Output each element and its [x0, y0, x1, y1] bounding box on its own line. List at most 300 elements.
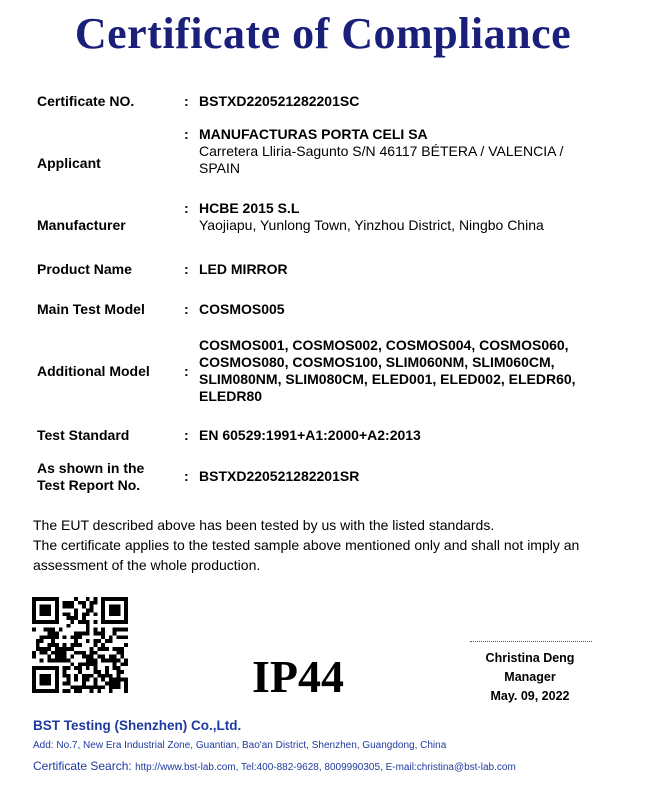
qr-module: [40, 605, 44, 609]
qr-module: [113, 612, 117, 616]
qr-module: [93, 628, 97, 632]
qr-module: [74, 643, 78, 647]
qr-module: [90, 658, 94, 662]
qr-module: [101, 632, 105, 636]
qr-module: [47, 597, 51, 601]
qr-module: [78, 620, 82, 624]
certificate-no-label: Certificate NO.: [37, 93, 135, 109]
qr-module: [67, 601, 71, 605]
qr-module: [113, 609, 117, 613]
qr-module: [101, 605, 105, 609]
qr-module: [86, 674, 90, 678]
qr-module: [67, 647, 71, 651]
qr-module: [55, 666, 59, 670]
qr-module: [32, 681, 36, 685]
qr-module: [120, 635, 124, 639]
qr-module: [101, 643, 105, 647]
manufacturer-value: [199, 200, 609, 234]
qr-module: [47, 612, 51, 616]
qr-module: [51, 658, 55, 662]
qr-module: [109, 639, 113, 643]
qr-module: [40, 635, 44, 639]
qr-module: [116, 647, 120, 651]
qr-module: [67, 674, 71, 678]
qr-module: [116, 651, 120, 655]
qr-module: [109, 685, 113, 689]
qr-module: [116, 666, 120, 670]
qr-module: [97, 670, 101, 674]
qr-module: [47, 674, 51, 678]
qr-module: [101, 620, 105, 624]
qr-module: [55, 597, 59, 601]
qr-module: [63, 635, 67, 639]
qr-module: [113, 678, 117, 682]
qr-module: [67, 624, 71, 628]
qr-module: [116, 628, 120, 632]
qr-module: [32, 666, 36, 670]
qr-module: [40, 639, 44, 643]
qr-module: [105, 681, 109, 685]
qr-module: [113, 620, 117, 624]
qr-module: [90, 609, 94, 613]
qr-module: [44, 597, 48, 601]
qr-module: [124, 658, 128, 662]
colon: :: [184, 427, 189, 443]
qr-module: [44, 628, 48, 632]
qr-module: [105, 647, 109, 651]
applicant-label: Applicant: [37, 155, 101, 171]
qr-module: [32, 674, 36, 678]
qr-module: [82, 674, 86, 678]
qr-module: [74, 616, 78, 620]
additional-model-value: COSMOS001, COSMOS002, COSMOS004, COSMOS060, COSMOS080, COSMOS100, SLIM060NM, SLIM060CM, SLIM080NM, SLIM080CM, ELED001, ELED002, ELEDR60, ELEDR80: [199, 337, 576, 404]
qr-module: [78, 635, 82, 639]
qr-module: [44, 651, 48, 655]
qr-module: [55, 620, 59, 624]
signatory-name: Christina Deng: [485, 651, 575, 665]
qr-module: [63, 612, 67, 616]
qr-module: [44, 674, 48, 678]
compliance-statement: [33, 515, 613, 575]
qr-module: [124, 689, 128, 693]
qr-module: [93, 643, 97, 647]
qr-module: [101, 674, 105, 678]
qr-module: [74, 635, 78, 639]
signatory-date: May. 09, 2022: [490, 689, 570, 703]
qr-module: [124, 678, 128, 682]
test-standard-label: Test Standard: [37, 427, 130, 443]
qr-module: [47, 689, 51, 693]
colon: :: [184, 363, 189, 379]
qr-module: [86, 655, 90, 659]
qr-module: [32, 597, 36, 601]
qr-module: [97, 689, 101, 693]
qr-module: [116, 674, 120, 678]
qr-module: [86, 612, 90, 616]
qr-module: [124, 616, 128, 620]
qr-module: [67, 681, 71, 685]
qr-module: [101, 685, 105, 689]
signature-line: [470, 641, 592, 642]
product-name-label: Product Name: [37, 261, 132, 277]
applicant-value: [199, 126, 609, 177]
qr-module: [90, 655, 94, 659]
qr-module: [36, 647, 40, 651]
qr-module: [82, 651, 86, 655]
qr-module: [82, 685, 86, 689]
qr-module: [55, 678, 59, 682]
qr-module: [113, 685, 117, 689]
qr-module: [105, 670, 109, 674]
qr-module: [82, 616, 86, 620]
qr-code-image: [32, 597, 128, 693]
qr-module: [109, 681, 113, 685]
qr-module: [82, 678, 86, 682]
qr-module: [105, 674, 109, 678]
qr-module: [32, 678, 36, 682]
qr-module: [124, 628, 128, 632]
qr-module: [32, 655, 36, 659]
qr-module: [67, 666, 71, 670]
qr-module: [47, 658, 51, 662]
qr-module: [47, 681, 51, 685]
qr-module: [70, 647, 74, 651]
qr-module: [82, 662, 86, 666]
search-label: Certificate Search:: [33, 759, 132, 773]
test-standard-value: EN 60529:1991+A1:2000+A2:2013: [199, 427, 421, 443]
qr-module: [124, 662, 128, 666]
qr-module: [63, 681, 67, 685]
qr-module: [97, 674, 101, 678]
qr-module: [40, 597, 44, 601]
qr-module: [101, 655, 105, 659]
qr-module: [113, 628, 117, 632]
qr-module: [40, 612, 44, 616]
qr-module: [47, 643, 51, 647]
qr-module: [109, 658, 113, 662]
qr-module: [74, 597, 78, 601]
qr-module: [40, 689, 44, 693]
qr-module: [63, 674, 67, 678]
qr-module: [47, 628, 51, 632]
qr-module: [90, 689, 94, 693]
colon: :: [184, 261, 189, 277]
qr-module: [78, 632, 82, 636]
qr-module: [47, 632, 51, 636]
qr-module: [90, 647, 94, 651]
qr-module: [109, 689, 113, 693]
qr-module: [101, 601, 105, 605]
qr-module: [32, 685, 36, 689]
qr-module: [97, 685, 101, 689]
qr-module: [109, 678, 113, 682]
qr-module: [51, 597, 55, 601]
qr-module: [44, 620, 48, 624]
qr-module: [44, 678, 48, 682]
qr-module: [47, 647, 51, 651]
qr-module: [51, 635, 55, 639]
footer-company: BST Testing (Shenzhen) Co.,Ltd.: [33, 718, 242, 733]
qr-module: [116, 685, 120, 689]
statement-line2: The certificate applies to the tested sample above mentioned only and shall not imply an assessment of the whole production.: [33, 537, 580, 573]
qr-module: [93, 639, 97, 643]
qr-module: [86, 609, 90, 613]
qr-module: [86, 685, 90, 689]
qr-module: [116, 620, 120, 624]
qr-module: [55, 685, 59, 689]
qr-module: [70, 601, 74, 605]
qr-module: [51, 639, 55, 643]
qr-module: [67, 678, 71, 682]
qr-module: [109, 655, 113, 659]
applicant-address: Carretera Lliria-Sagunto S/N 46117 BÉTERA / VALENCIA / SPAIN: [199, 143, 564, 176]
qr-module: [105, 620, 109, 624]
qr-module: [55, 670, 59, 674]
qr-module: [44, 647, 48, 651]
qr-module: [120, 655, 124, 659]
qr-module: [63, 666, 67, 670]
qr-module: [32, 605, 36, 609]
qr-module: [51, 632, 55, 636]
qr-module: [47, 655, 51, 659]
qr-module: [70, 643, 74, 647]
qr-module: [124, 597, 128, 601]
qr-module: [97, 655, 101, 659]
qr-module: [67, 616, 71, 620]
qr-module: [113, 666, 117, 670]
qr-module: [124, 601, 128, 605]
qr-module: [109, 674, 113, 678]
qr-module: [47, 620, 51, 624]
qr-module: [86, 628, 90, 632]
qr-module: [116, 609, 120, 613]
qr-module: [113, 681, 117, 685]
qr-module: [74, 651, 78, 655]
qr-module: [101, 635, 105, 639]
qr-module: [67, 658, 71, 662]
statement-line1: The EUT described above has been tested by us with the listed standards.: [33, 517, 495, 533]
qr-module: [93, 597, 97, 601]
qr-module: [113, 647, 117, 651]
test-report-label-line2: Test Report No.: [37, 477, 141, 493]
qr-module: [40, 651, 44, 655]
qr-module: [86, 639, 90, 643]
qr-module: [74, 612, 78, 616]
qr-module: [55, 658, 59, 662]
qr-module: [63, 601, 67, 605]
qr-module: [82, 655, 86, 659]
signatory-title: Manager: [504, 670, 556, 684]
qr-module: [93, 601, 97, 605]
qr-module: [101, 678, 105, 682]
qr-module: [86, 620, 90, 624]
qr-module: [113, 662, 117, 666]
qr-module: [78, 689, 82, 693]
qr-module: [44, 666, 48, 670]
qr-module: [101, 597, 105, 601]
qr-module: [55, 689, 59, 693]
qr-module: [70, 616, 74, 620]
qr-module: [74, 685, 78, 689]
qr-module: [97, 632, 101, 636]
qr-module: [51, 651, 55, 655]
qr-module: [120, 620, 124, 624]
qr-module: [86, 662, 90, 666]
qr-module: [93, 658, 97, 662]
test-report-label-line1: As shown in the: [37, 460, 145, 476]
qr-module: [82, 601, 86, 605]
qr-module: [55, 655, 59, 659]
qr-module: [124, 681, 128, 685]
qr-module: [55, 651, 59, 655]
qr-module: [40, 647, 44, 651]
qr-module: [36, 643, 40, 647]
qr-module: [59, 647, 63, 651]
qr-module: [82, 605, 86, 609]
qr-module: [36, 620, 40, 624]
qr-module: [93, 651, 97, 655]
qr-module: [78, 662, 82, 666]
qr-module: [109, 609, 113, 613]
qr-module: [82, 681, 86, 685]
qr-module: [120, 597, 124, 601]
qr-module: [44, 609, 48, 613]
qr-module: [120, 651, 124, 655]
qr-module: [32, 616, 36, 620]
qr-module: [101, 658, 105, 662]
qr-module: [40, 620, 44, 624]
qr-module: [55, 609, 59, 613]
qr-cells: [32, 597, 128, 693]
qr-module: [44, 681, 48, 685]
qr-module: [51, 689, 55, 693]
qr-module: [74, 632, 78, 636]
qr-module: [32, 670, 36, 674]
qr-module: [59, 658, 63, 662]
qr-module: [90, 685, 94, 689]
qr-module: [116, 670, 120, 674]
qr-module: [78, 643, 82, 647]
qr-module: [93, 612, 97, 616]
qr-module: [116, 681, 120, 685]
qr-module: [97, 647, 101, 651]
qr-module: [78, 685, 82, 689]
manufacturer-address: Yaojiapu, Yunlong Town, Yinzhou District, Ningbo China: [199, 217, 544, 233]
qr-module: [40, 666, 44, 670]
search-value[interactable]: http://www.bst-lab.com, Tel:400-882-9628, 8009990305, E-mail:christina@bst-lab.com: [135, 762, 516, 773]
qr-module: [63, 647, 67, 651]
qr-module: [63, 651, 67, 655]
qr-module: [124, 643, 128, 647]
qr-module: [86, 597, 90, 601]
qr-module: [47, 605, 51, 609]
qr-module: [74, 666, 78, 670]
qr-module: [51, 666, 55, 670]
qr-module: [109, 597, 113, 601]
qr-module: [113, 632, 117, 636]
qr-module: [124, 620, 128, 624]
qr-module: [120, 628, 124, 632]
qr-module: [32, 628, 36, 632]
qr-module: [78, 601, 82, 605]
qr-module: [93, 681, 97, 685]
qr-module: [93, 670, 97, 674]
qr-module: [40, 658, 44, 662]
qr-module: [59, 655, 63, 659]
qr-module: [59, 651, 63, 655]
qr-module: [124, 685, 128, 689]
test-report-label: [37, 460, 144, 494]
qr-module: [70, 620, 74, 624]
product-name-value: LED MIRROR: [199, 261, 288, 277]
qr-module: [74, 639, 78, 643]
qr-module: [55, 605, 59, 609]
qr-module: [113, 597, 117, 601]
qr-module: [116, 635, 120, 639]
qr-module: [116, 678, 120, 682]
ip-rating: IP44: [252, 651, 344, 702]
qr-module: [90, 651, 94, 655]
qr-module: [109, 605, 113, 609]
qr-module: [36, 666, 40, 670]
qr-module: [124, 605, 128, 609]
main-test-model-label: Main Test Model: [37, 301, 145, 317]
qr-module: [120, 670, 124, 674]
qr-module: [67, 689, 71, 693]
qr-module: [82, 612, 86, 616]
qr-module: [86, 658, 90, 662]
qr-module: [51, 643, 55, 647]
qr-module: [44, 689, 48, 693]
qr-module: [90, 601, 94, 605]
qr-module: [93, 685, 97, 689]
qr-module: [55, 647, 59, 651]
qr-module: [55, 616, 59, 620]
qr-module: [32, 620, 36, 624]
qr-module: [109, 635, 113, 639]
colon: :: [184, 301, 189, 317]
qr-module: [55, 612, 59, 616]
qr-module: [101, 628, 105, 632]
qr-module: [40, 678, 44, 682]
qr-module: [63, 658, 67, 662]
qr-module: [70, 662, 74, 666]
manufacturer-name: HCBE 2015 S.L: [199, 200, 300, 216]
qr-module: [55, 643, 59, 647]
applicant-name: MANUFACTURAS PORTA CELI SA: [199, 126, 428, 142]
qr-module: [120, 678, 124, 682]
qr-module: [32, 601, 36, 605]
qr-module: [70, 635, 74, 639]
qr-module: [124, 609, 128, 613]
additional-model-label: Additional Model: [37, 363, 150, 379]
colon: :: [184, 468, 189, 484]
qr-module: [120, 662, 124, 666]
qr-module: [101, 609, 105, 613]
qr-module: [40, 681, 44, 685]
qr-module: [74, 689, 78, 693]
qr-module: [63, 689, 67, 693]
qr-module: [86, 624, 90, 628]
qr-module: [116, 605, 120, 609]
qr-module: [63, 643, 67, 647]
qr-module: [93, 620, 97, 624]
qr-module: [55, 681, 59, 685]
qr-module: [74, 609, 78, 613]
qr-module: [36, 639, 40, 643]
qr-module: [67, 605, 71, 609]
qr-module: [63, 605, 67, 609]
